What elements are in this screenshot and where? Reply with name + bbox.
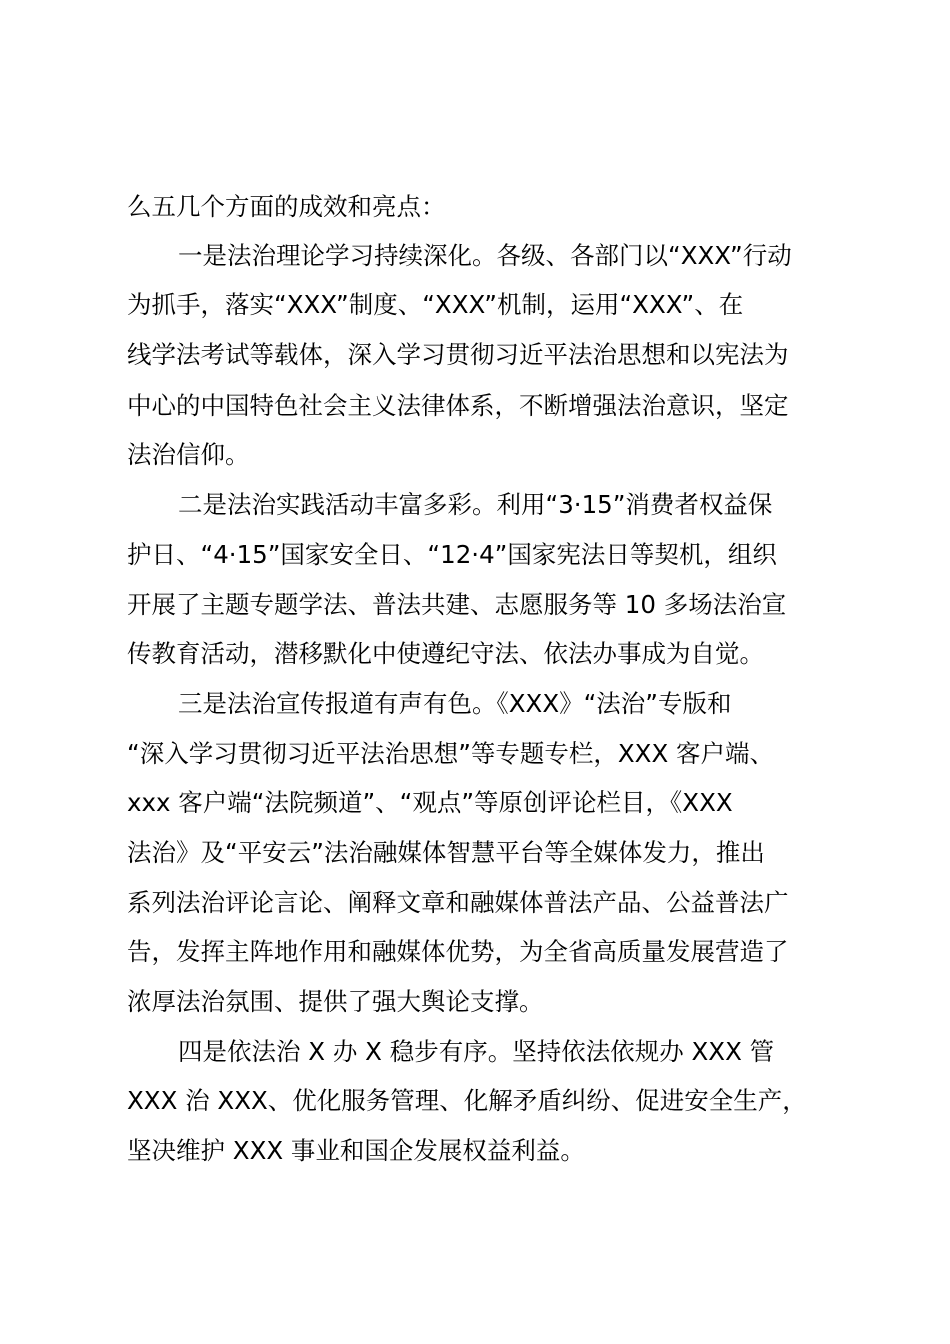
- text-line: 三是法治宣传报道有声有色。《XXX》“法治”专版和: [178, 689, 732, 718]
- text-line: 法治信仰。: [127, 440, 250, 469]
- text-line: 传教育活动，潜移默化中使遵纪守法、依法办事成为自觉。: [127, 639, 764, 668]
- text-line: 告，发挥主阵地作用和融媒体优势，为全省高质量发展营造了: [127, 937, 789, 966]
- text-line: 一是法治理论学习持续深化。各级、各部门以“XXX”行动: [178, 241, 792, 270]
- text-line: 二是法治实践活动丰富多彩。利用“3·15”消费者权益保: [178, 490, 773, 519]
- text-line: 开展了主题专题学法、普法共建、志愿服务等 10 多场法治宣: [127, 590, 787, 619]
- text-line: 法治》及“平安云”法治融媒体智慧平台等全媒体发力，推出: [127, 838, 765, 867]
- text-line: 坚决维护 XXX 事业和国企发展权益利益。: [127, 1136, 585, 1165]
- text-line: 四是依法治 X 办 X 稳步有序。坚持依法依规办 XXX 管: [178, 1037, 775, 1066]
- text-line: 系列法治评论言论、阐释文章和融媒体普法产品、公益普法广: [127, 888, 789, 917]
- text-line: 线学法考试等载体，深入学习贯彻习近平法治思想和以宪法为: [127, 340, 789, 369]
- text-line: 浓厚法治氛围、提供了强大舆论支撑。: [127, 987, 544, 1016]
- text-line: “深入学习贯彻习近平法治思想”等专题专栏，XXX 客户端、: [127, 739, 775, 768]
- text-line: 中心的中国特色社会主义法律体系，不断增强法治意识，坚定: [127, 391, 789, 420]
- text-line: 护日、“4·15”国家安全日、“12·4”国家宪法日等契机，组织: [127, 540, 777, 569]
- text-line: 为抓手，落实“XXX”制度、“XXX”机制，运用“XXX”、在: [127, 290, 744, 319]
- text-line: XXX 治 XXX、优化服务管理、化解矛盾纠纷、促进安全生产，: [127, 1086, 807, 1115]
- text-line: xxx 客户端“法院频道”、“观点”等原创评论栏目，《XXX: [127, 788, 733, 817]
- text-line: 么五几个方面的成效和亮点：: [127, 192, 446, 221]
